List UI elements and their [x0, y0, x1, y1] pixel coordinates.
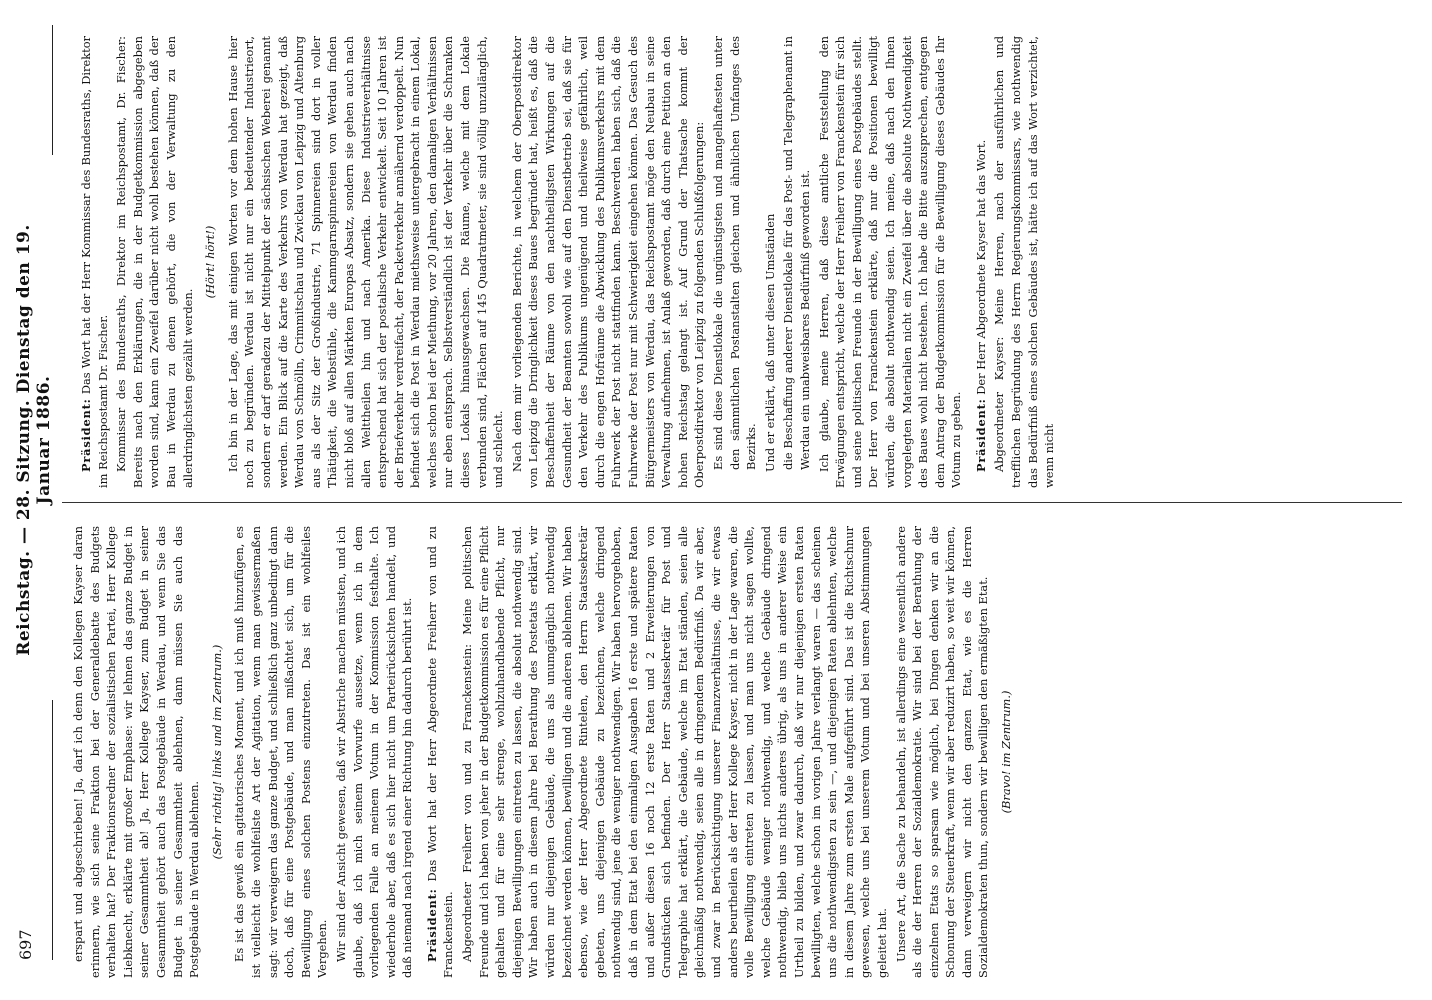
header-rule	[52, 700, 53, 960]
paragraph: Kommissar des Bundesraths, Direktor im Reichspostamt, Dr. Fischer: Bereits nach den Erklärungen, die in der Budgetkommission abgegeben worden sind, kann ein Zweifel darüber nicht wohl bestehen können, daß der Bau in Werdau zu denen gehört, die von der Verwaltung zu den allerdringlichsten gezählt werden.	[114, 36, 195, 488]
quoted-passage: die Beschaffung anderer Dienstlokale für das Post- und Telegraphenamt in Werdau ein unabweisbares Bedürfniß geworden ist.	[781, 36, 812, 470]
paragraph: Nach dem mir vorliegenden Berichte, in welchem der Oberpostdirektor von Leipzig die Dringlichkeit dieses Baues begründet hat, heißt es, daß die Beschaffenheit der Räume von den nachtheiligsten Wirkungen auf die Gesundheit der Beamten sowohl wie auf den Dienstbetrieb sei, daß sie für den Verkehr des Publikums ungenügend und theilweise gefährlich, weil durch die engen Hofräume die Abwicklung des Publikumsverkehrs mit dem Fuhrwerk der Post nicht stattfinden kann. Beschwerden haben sich, daß die Fuhrwerke der Post nur mit Schwierigkeit eingehen können. Das Gesuch des Bürgermeisters von Werdau, das Reichspostamt möge den Neubau in seine Verwaltung aufnehmen, ist Anlaß geworden, daß durch eine Petition an den hohen Reichstag gelangt ist. Auf Grund der Thatsache kommt der Oberpostdirektor von Leipzig zu folgenden Schlußfolgerungen:	[509, 36, 707, 488]
paragraph: Wir sind der Ansicht gewesen, daß wir Abstriche machen müssten, und ich glaube, daß ich mich seinem Vorwurfe aussetze, wenn ich in dem vorliegenden Falle an meinem Votum in der Kommission festhalte. Ich wiederhole aber, daß es sich hier nicht um Parteirücksichten handelt, und daß niemand nach irgend einer Richtung hin dadurch berührt ist.	[333, 526, 415, 978]
page-header-title: Reichstag. — 28. Sitzung. Dienstag den 19. Januar 1886.	[14, 224, 54, 656]
paragraph: erspart und abgeschrieben! Ja, darf ich denn den Kollegen Kayser daran erinnern, wie sich seine Fraktion bei der Generaldebatte des Budgets verhalten hat? Der Fraktionsredner der sozialistischen Partei, Herr Kollege Liebknecht, erklärte mit großer Emphase: wir lehnen das ganze Budget in seiner Gesammtheit ab! Ja, Herr Kollege Kayser, zum Budget in seiner Gesammtheit gehört auch das Postgebäude in Werdau, und wenn Sie das Budget in seiner Gesammtheit ablehnen, dann müssen Sie auch das Postgebäude in Werdau ablehnen.	[71, 526, 202, 978]
speaker-name: Präsident:	[424, 888, 439, 962]
paragraph: Ich glaube, meine Herren, daß diese amtliche Feststellung den Erwägungen entspricht, welche der Herr Freiherr von Franckenstein für sich und seine politischen Freunde in der Bewilligung eines Postgebäudes stellt. Der Herr von Franckenstein erklärte, daß nur die Positionen bewilligt würden, die absolut nothwendig seien. Ich meine, daß nach den Ihnen vorgelegten Materialien nicht ein Zweifel über die absolute Nothwendigkeit des Baues wohl nicht bestehen. Ich habe die Bitte auszusprechen, entgegen dem Antrag der Budgetkommission für die Bewilligung dieses Gebäudes Ihr Votum zu geben.	[816, 36, 964, 488]
speaker-name: Präsident:	[973, 398, 988, 472]
speaker-text: Das Wort hat der Herr Abgeordnete Freiherr von und zu Franckenstein.	[424, 526, 456, 978]
running-head	[0, 0, 62, 1000]
paragraph: Abgeordneter Kayser: Meine Herren, nach der ausführlichen und trefflichen Begründung des Herrn Regierungskommissars, wie nothwendig das Bedürfniß eines solchen Gebäudes ist, hätte ich auf das Wort verzichtet, wenn nicht	[992, 36, 1057, 488]
interjection: (Bravo! im Zentrum.)	[999, 690, 1014, 814]
speaker-paragraph	[973, 36, 990, 488]
header-rule	[52, 25, 53, 155]
paragraph: Und er erklärt, daß unter diesen Umständen	[762, 213, 777, 472]
text-column-right	[70, 36, 1370, 488]
text-column-left	[70, 526, 1370, 978]
speaker-paragraph	[424, 526, 457, 978]
page-number: 697	[16, 929, 35, 960]
speaker-text: Der Herr Abgeordnete Kayser hat das Wort.	[973, 139, 988, 399]
speaker-text: Das Wort hat der Herr Kommissar des Bundesraths, Direktor im Reichspostamt Dr. Fischer.	[79, 36, 110, 488]
paragraph: Unsere Art, die Sache zu behandeln, ist allerdings eine wesentlich andere als die der Herren der Sozialdemokratie. Wir sind bei der Berathung der einzelnen Etats so sparsam wie möglich, bei Dingen denken wir an die Schonung der Steuerkraft, wenn wir aber reduzirt haben, so weit wir können, dann verweigern wir nicht den ganzen Etat, wie es die Herren Sozialdemokraten thun, sondern wir bewilligen den ermäßigten Etat.	[893, 526, 991, 978]
column-divider	[62, 502, 1402, 503]
interjection: (Hört! hört!)	[203, 225, 218, 299]
paragraph: Abgeordneter Freiherr von und zu Franckenstein: Meine politischen Freunde und ich haben von jeher in der Budgetkommission es für eine Pflicht gehalten und für eine sehr strenge, wohlzuhandhabende Pflicht, nur diejenigen Bewilligungen eintreten zu lassen, die absolut nothwendig sind. Wir haben auch in diesem Jahre bei Berathung des Postetats erklärt, wir würden nur diejenigen Gebäude, die uns als unumgänglich nothwendig bezeichnet werden können, bewilligen und die anderen ablehnen. Wir haben ebenso, wie der Herr Abgeordnete Rintelen, den Herrn Staatssekretär gebeten, uns diejenigen Gebäude zu bezeichnen, welche dringend nothwendig sind, jene die weniger nothwendigen. Wir haben hervorgehoben, daß in dem Etat bei den einmaligen Ausgaben 16 erste und spätere Raten und außer diesen 16 noch 12 erste Raten und 2 Erweiterungen von Grundstücken sich befinden. Der Herr Staatssekretär für Post und Telegraphie hat erklärt, die Gebäude, welche im Etat ständen, seien alle gleichmäßig nothwendig, seien alle in dringendem Bedürfniß. Da wir aber, und zwar in Berücksichtigung unserer Finanzverhältnisse, die wir etwas anders beurtheilen als der Herr Kollege Kayser, nicht in der Lage waren, die volle Bewilligung eintreten zu lassen, und man uns nicht sagen wollte, welche Gebäude weniger nothwendig, und welche Gebäude dringend nothwendig, blieb uns nichts anderes übrig, als uns in anderer Weise ein Urtheil zu bilden, und zwar dadurch, daß wir nur diejenigen ersten Raten bewilligten, welche schon im vorigen Jahre verlangt waren — das scheinen uns die nothwendigsten zu sein —, und diejenigen Raten ablehnten, welche in diesem Jahre zum ersten Male aufgeführt sind. Das ist die Richtschnur gewesen, welche uns bei unserem Votum und bei unseren Abstimmungen geleitet hat.	[460, 526, 889, 978]
speaker-paragraph	[78, 36, 111, 488]
paragraph: Es ist das gewiß ein agitatorisches Moment, und ich muß hinzufügen, es ist vielleicht die wohlfeilste Art der Agitation, wenn man gewissermaßen sagt: wir verweigern das ganze Budget, und schließlich ganz unbedingt dann doch, daß für eine Postgebäude, und man mißachtet sich, um für die Bewilligung eines solchen Postens einzutreten. Das ist ein wohlfeiles Vergehen.	[232, 526, 330, 978]
speaker-name: Präsident:	[79, 398, 93, 472]
quoted-passage: Es sind diese Dienstlokale die ungünstigsten und mangelhaftesten unter den sämmtlichen Postanstalten gleichen und ähnlichen Umfanges des Bezirks.	[710, 36, 759, 470]
paragraph: Ich bin in der Lage, das mit einigen Worten vor dem hohen Hause hier noch zu begründen. Werdau ist nicht nur ein bedeutender Industrieort, sondern er darf geradezu der Mittelpunkt der sächsischen Weberei genannt werden. Ein Blick auf die Karte des Verkehrs von Werdau hat gezeigt, daß Werdau von Schmölln, Crimmitschau und Zwickau von Leipzig und Altenburg aus als der Sitz der Großindustrie, 71 Spinnereien sind dort in voller Thätigkeit, die Webstühle, die Kammgarnspinnereien von Werdau finden nicht bloß auf allen Märkten Europas Absatz, sondern sie gehen auch nach allen Welttheilen hin und nach Amerika. Diese Industrieverhältnisse entsprechend hat sich der postalische Verkehr entwickelt. Seit 10 Jahren ist der Briefverkehr verdreifacht, der Packetverkehr annähernd verdoppelt. Nun befindet sich die Post in Werdau miethsweise untergebracht in einem Lokal, welches schon bei der Miethung, vor 20 Jahren, den damaligen Verhältnissen nur eben entsprach. Selbstverständlich ist der Verkehr über die Schranken dieses Lokals hinausgewachsen. Die Räume, welche mit dem Lokale verbunden sind, Flächen auf 145 Quadratmeter, sie sind völlig unzulänglich, und schlecht.	[225, 36, 506, 488]
interjection: (Sehr richtig! links und im Zentrum.)	[209, 644, 224, 860]
